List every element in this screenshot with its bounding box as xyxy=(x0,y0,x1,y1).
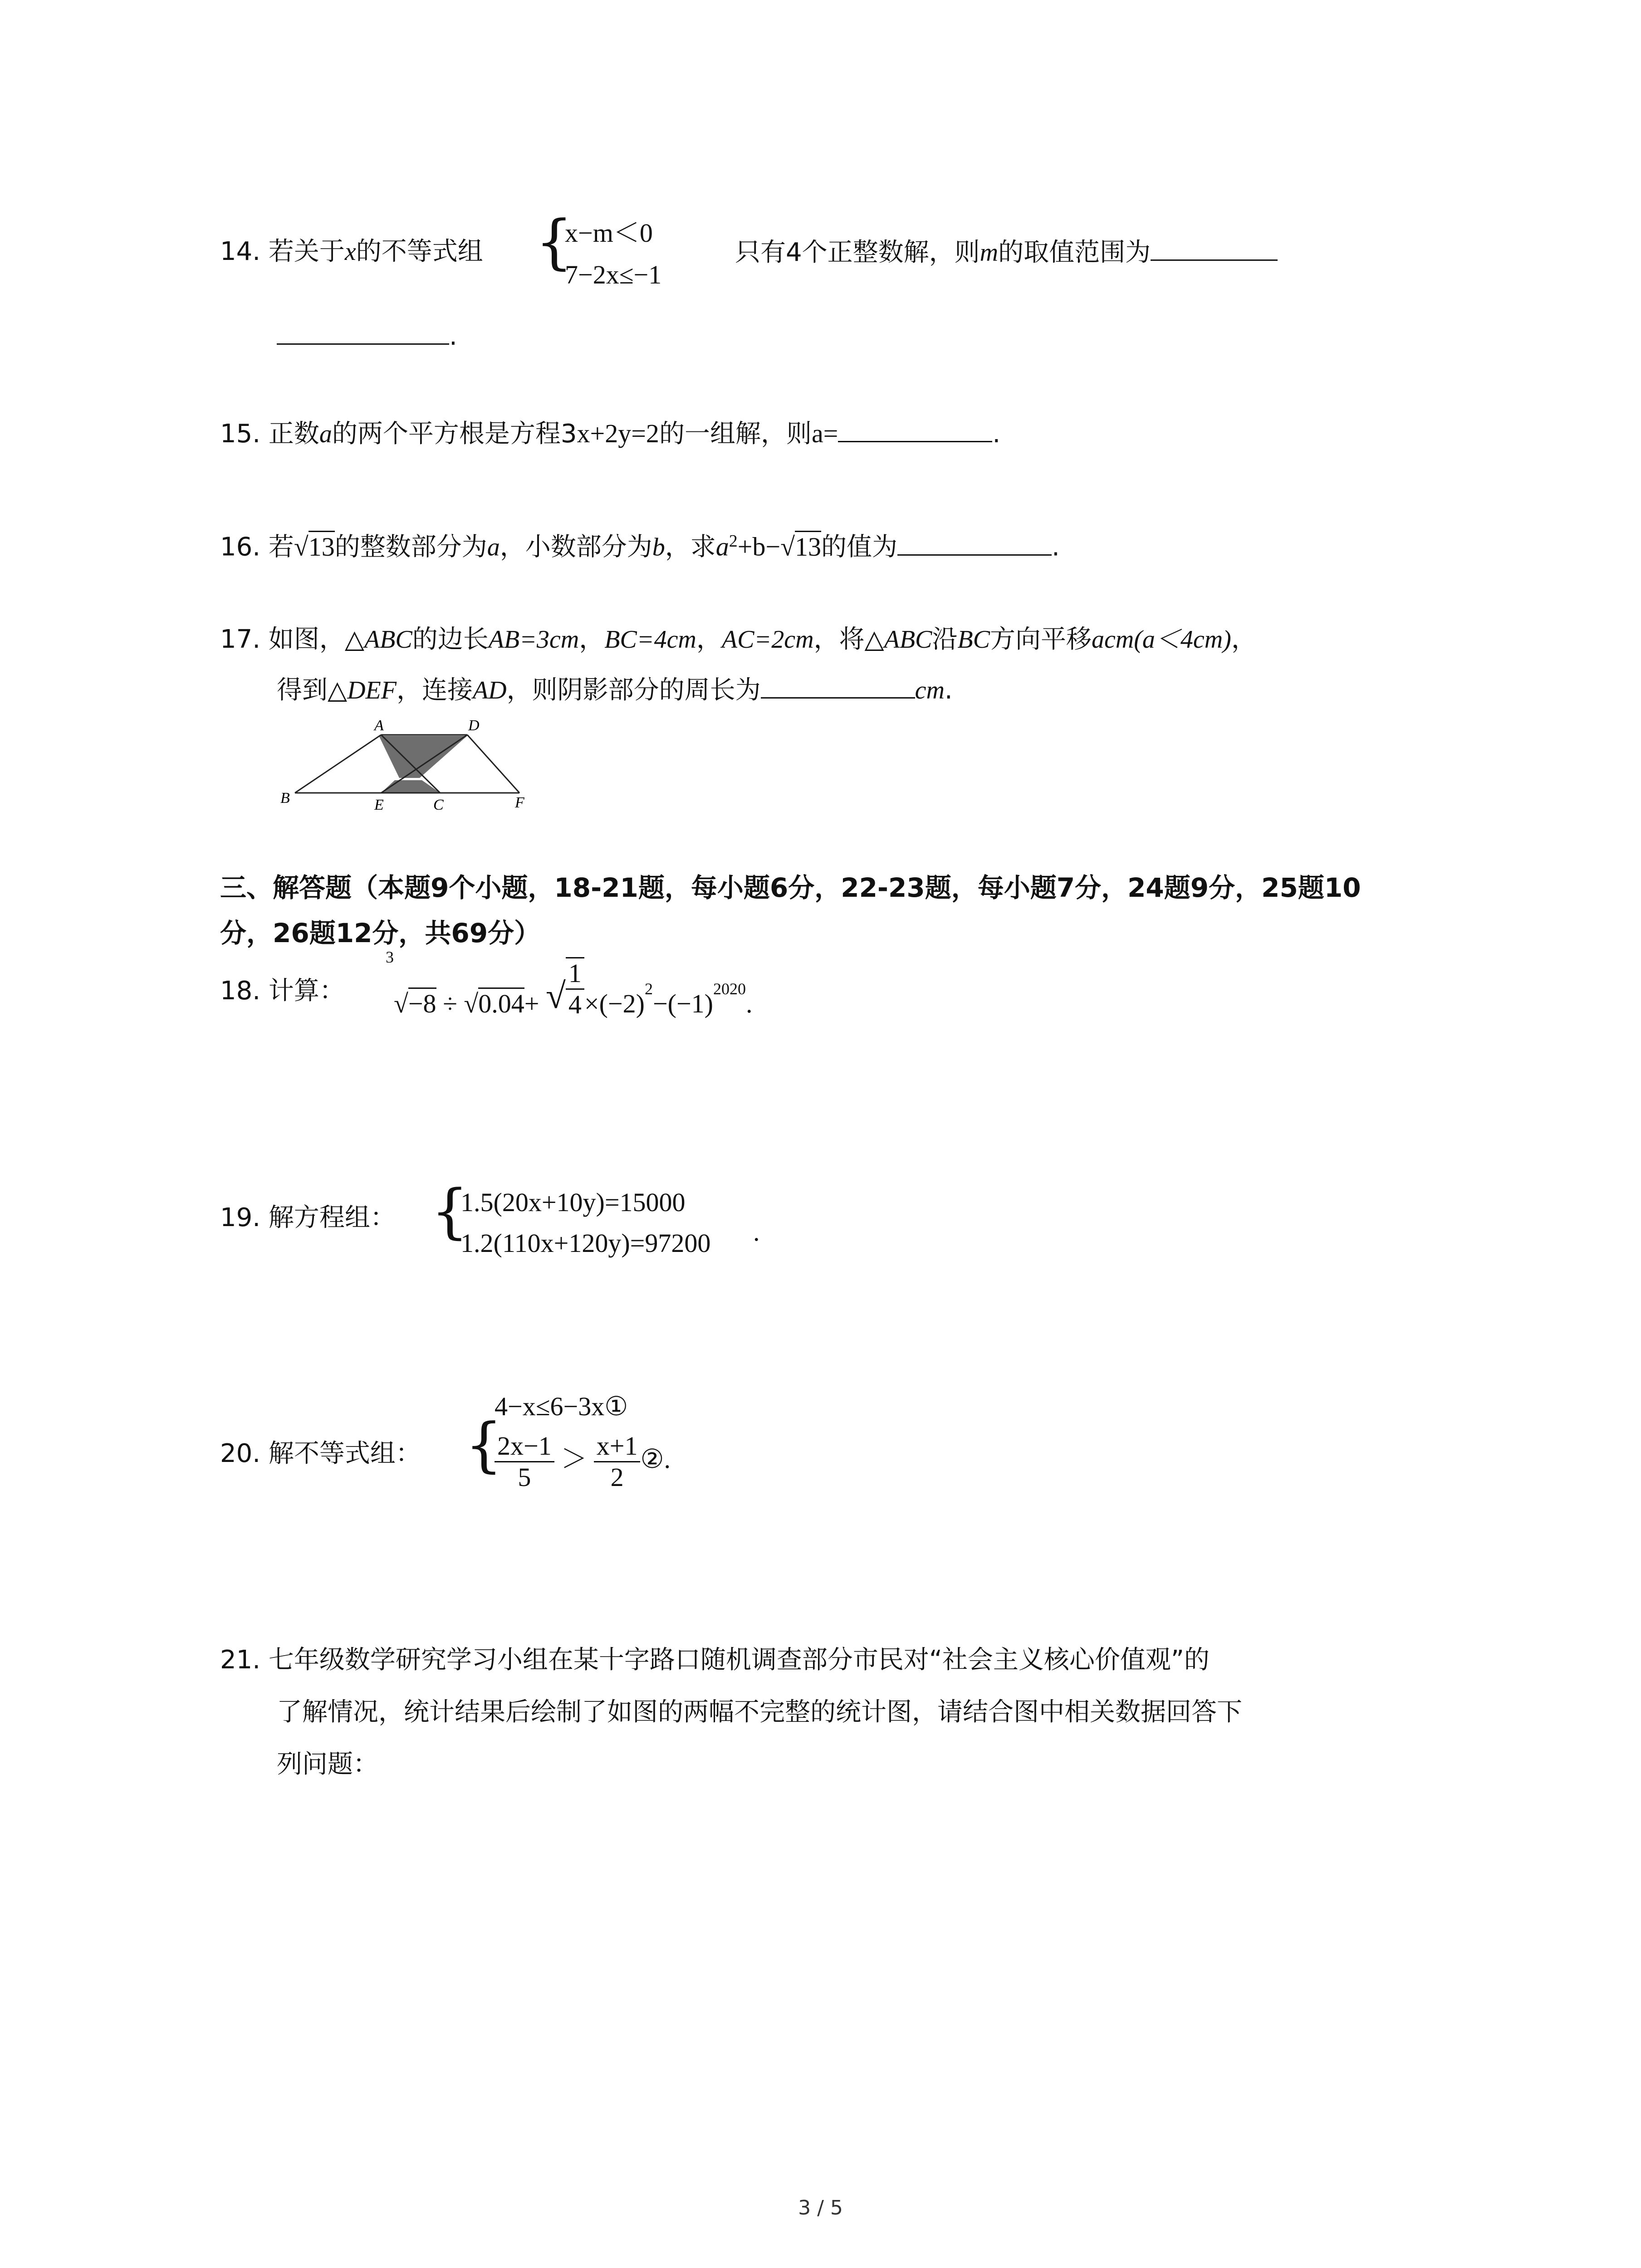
q18-plus: + xyxy=(524,989,539,1019)
q15-number: 15. xyxy=(220,419,261,449)
q21-line3: 列问题： xyxy=(277,1750,378,1779)
label-F: F xyxy=(515,794,524,811)
q18-sup2: 2020 xyxy=(713,979,746,998)
q20-den2: 2 xyxy=(610,1462,624,1492)
label-E: E xyxy=(374,797,384,812)
q16-answer-blank[interactable] xyxy=(897,531,1052,556)
label-B: B xyxy=(280,790,290,807)
q18-end: . xyxy=(746,989,753,1019)
q17-text-1d: AB=3cm xyxy=(488,626,579,654)
q14-line2 xyxy=(277,320,457,352)
q17-text-1n: acm(a＜4cm) xyxy=(1091,626,1231,654)
q14-var-x: x xyxy=(344,238,356,266)
q18-frac-num: 1 xyxy=(566,958,584,990)
q15-var-a: a xyxy=(319,420,332,448)
q20-den1: 5 xyxy=(518,1462,531,1492)
q17-text-1o: ， xyxy=(1231,625,1257,654)
q19-end: . xyxy=(753,1217,760,1246)
label-D: D xyxy=(468,717,480,734)
q16-text1: 若 xyxy=(268,532,294,562)
q16-line xyxy=(220,525,1060,563)
q17-text-2e: ，则阴影部分的周长为 xyxy=(506,675,761,705)
q14-mid: 的不等式组 xyxy=(356,237,483,266)
page-number: 3 / 5 xyxy=(798,2196,843,2219)
q14-system-eq1: x−m＜0 xyxy=(565,218,653,248)
q17-text-1m: 方向平移 xyxy=(989,625,1092,654)
q17-text-1a: 如图，△ xyxy=(268,625,364,654)
q20-brace: { xyxy=(465,1410,503,1479)
q20-num2: x+1 xyxy=(594,1431,641,1462)
q15-a-equals: a= xyxy=(811,419,838,448)
q18-sup1: 2 xyxy=(644,979,653,998)
q20-label: 解不等式组： xyxy=(268,1439,421,1468)
q19-line xyxy=(220,1202,396,1234)
section3-heading-line2: 分，26题12分，共69分） xyxy=(220,918,541,948)
q14-system-eq2: 7−2x≤−1 xyxy=(565,260,662,289)
q18-cuberoot-radicand: −8 xyxy=(408,987,436,1018)
q16-text2: 的整数部分为 xyxy=(334,532,487,562)
q17-text-1j: ABC xyxy=(884,626,932,654)
q15-line xyxy=(220,417,1000,450)
q21-line2: 了解情况，统计结果后绘制了如图的两幅不完整的统计图，请结合图中相关数据回答下 xyxy=(277,1697,1242,1727)
q17-text-2c: ，连接 xyxy=(396,675,473,705)
q16-var-a: a xyxy=(487,533,500,562)
q16-sqrt-2: √13 xyxy=(780,531,821,562)
q16-expr2: +b− xyxy=(737,532,781,562)
q17-text-2d: AD xyxy=(472,676,507,704)
q17-unit: cm xyxy=(915,676,945,704)
q17-answer-blank[interactable] xyxy=(761,674,915,699)
q18-expression: $^3$√−8 ÷ √0.04+ √ $\frac{1}{4}$ $\times(-2)^2-(-1)^{2020}$. xyxy=(386,948,753,1019)
q21-line1 xyxy=(220,1644,1210,1676)
label-C: C xyxy=(433,797,444,812)
section3-heading-line1: 三、解答题（本题9个小题，18-21题，每小题6分，22-23题，每小题7分，24题9分，25题10 xyxy=(220,872,1361,903)
q15-text2: 的两个平方根是方程3 xyxy=(332,419,577,449)
q16-expr-a: a xyxy=(715,532,729,562)
q17-text-2a: 得到△ xyxy=(277,675,348,705)
q19-brace: { xyxy=(431,1177,469,1246)
q17-text-1g: ， xyxy=(696,625,722,654)
q17-text-1i: ，将△ xyxy=(813,625,884,654)
q20-frac1 xyxy=(495,1431,554,1492)
q19-eq1: 1.5(20x+10y)=15000 xyxy=(460,1188,686,1217)
q16-sup: 2 xyxy=(729,532,738,551)
q17-line1 xyxy=(220,624,1257,655)
q14-lead: 若关于 xyxy=(268,237,345,266)
q18-sqrt-radicand: 0.04 xyxy=(478,987,524,1018)
segment-AB xyxy=(295,735,381,793)
q14-line1-cont xyxy=(735,236,1278,269)
q17-end: . xyxy=(944,675,953,705)
q20-ineq1: 4−x≤6−3x① xyxy=(495,1392,628,1421)
q17-line2 xyxy=(277,674,953,706)
q17-text-1b: ABC xyxy=(364,626,412,654)
shaded-region-upper xyxy=(379,736,467,778)
q14-var-m: m xyxy=(980,239,999,267)
q18-label: 计算： xyxy=(268,976,345,1006)
q18-cuberoot-index: 3 xyxy=(386,948,394,966)
q19-eq2: 1.2(110x+120y)=97200 xyxy=(460,1228,711,1258)
q20-circle2: ② xyxy=(640,1444,664,1474)
q20-end: . xyxy=(664,1444,671,1474)
q21-text1: 七年级数学研究学习小组在某十字路口随机调查部分市民对“社会主义核心价值观”的 xyxy=(268,1645,1210,1675)
q20-gt: ＞ xyxy=(561,1444,588,1474)
q15-text1: 正数 xyxy=(268,419,319,449)
q20-number: 20. xyxy=(220,1439,261,1468)
q20-line xyxy=(220,1438,421,1470)
q17-text-2b: DEF xyxy=(347,676,397,704)
q14-end: . xyxy=(449,322,457,351)
q15-answer-blank[interactable] xyxy=(838,417,992,442)
q14-line1 xyxy=(220,236,483,268)
q20-frac2 xyxy=(594,1431,641,1492)
q14-answer-blank-1[interactable] xyxy=(1151,236,1278,261)
q21-number: 21. xyxy=(220,1645,261,1675)
q17-text-1k: 沿 xyxy=(932,625,958,654)
q17-text-1e: ， xyxy=(579,625,605,654)
q14-answer-blank-2[interactable] xyxy=(277,320,449,345)
q20-ineq2 xyxy=(495,1431,671,1492)
label-A: A xyxy=(374,717,384,734)
q15-end: . xyxy=(992,419,1001,449)
q15-equation: x+2y=2 xyxy=(577,419,659,448)
q18-fraction xyxy=(566,957,584,1020)
q18-frac-den: 4 xyxy=(568,990,582,1019)
q14-number: 14. xyxy=(220,237,261,266)
q18-rest: ×(−2) xyxy=(584,989,645,1019)
q19-label: 解方程组： xyxy=(268,1203,396,1232)
q18-div: ÷ xyxy=(443,989,457,1019)
q17-figure xyxy=(272,712,544,812)
q16-text3: ，小数部分为 xyxy=(500,532,652,562)
q16-number: 16. xyxy=(220,532,261,562)
q16-text4: ，求 xyxy=(665,532,716,562)
q18-line xyxy=(220,975,345,1007)
q17-number: 17. xyxy=(220,625,261,654)
q16-end: . xyxy=(1051,532,1060,562)
q17-text-1f: BC=4cm xyxy=(604,626,696,654)
q18-number: 18. xyxy=(220,976,261,1006)
q18-rest2: −(−1) xyxy=(652,989,713,1019)
q14-after: 只有4个正整数解，则 xyxy=(735,238,980,267)
q14-brace: { xyxy=(535,207,573,276)
q16-text5: 的值为 xyxy=(821,532,897,562)
q16-radicand-1: 13 xyxy=(309,531,335,562)
q16-var-b: b xyxy=(652,533,665,562)
q20-num1: 2x−1 xyxy=(495,1431,554,1462)
q17-text-1c: 的边长 xyxy=(412,625,489,654)
q16-sqrt-1: √13 xyxy=(294,531,335,562)
q16-radicand-2: 13 xyxy=(795,531,821,562)
q17-text-1h: AC=2cm xyxy=(721,626,814,654)
q19-number: 19. xyxy=(220,1203,261,1232)
q17-text-1l: BC xyxy=(957,626,990,654)
q15-text4: 的一组解，则 xyxy=(659,419,812,449)
segment-DF xyxy=(467,735,519,793)
q14-tail: 的取值范围为 xyxy=(998,238,1151,267)
